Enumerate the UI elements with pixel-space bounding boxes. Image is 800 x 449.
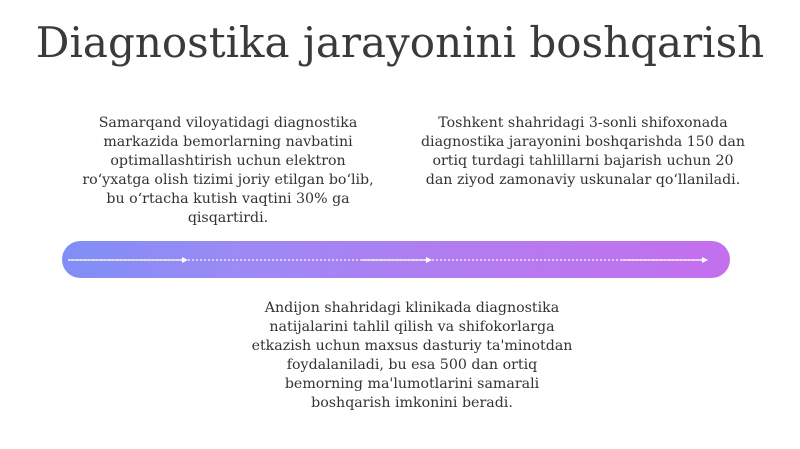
arrow-right-icon <box>182 257 188 263</box>
arrow-right-icon <box>426 257 432 263</box>
arrow-right-icon <box>702 257 708 263</box>
timeline-text-block-3: Andijon shahridagi klinikada diagnostika natijalarini tahlil qilish va shifokorlarga etkazish uchun maxsus dasturiy ta'minotdan foydalaniladi, bu esa 500 dan ortiq bemorning ma'lumotlarini samarali boshqarish imkonini beradi. <box>251 300 573 411</box>
timeline-text-block-2: Toshkent shahridagi 3-sonli shifoxonada diagnostika jarayonini boshqarishda 150 dan ortiq turdagi tahlillarni bajarish uchun 20 dan ziyod zamonaviy uskunalar qoʻllaniladi. <box>420 115 746 188</box>
timeline-bar <box>62 241 730 278</box>
timeline-text-block-1: Samarqand viloyatidagi diagnostika markazida bemorlarning navbatini optimallashtirish uchun elektron roʻyxatga olish tizimi joriy etilgan boʻlib, bu oʻrtacha kutish vaqtini 30% ga qisqartirdi. <box>82 115 374 226</box>
timeline-arrows <box>62 241 730 278</box>
slide-title: Diagnostika jarayonini boshqarish <box>35 18 765 67</box>
